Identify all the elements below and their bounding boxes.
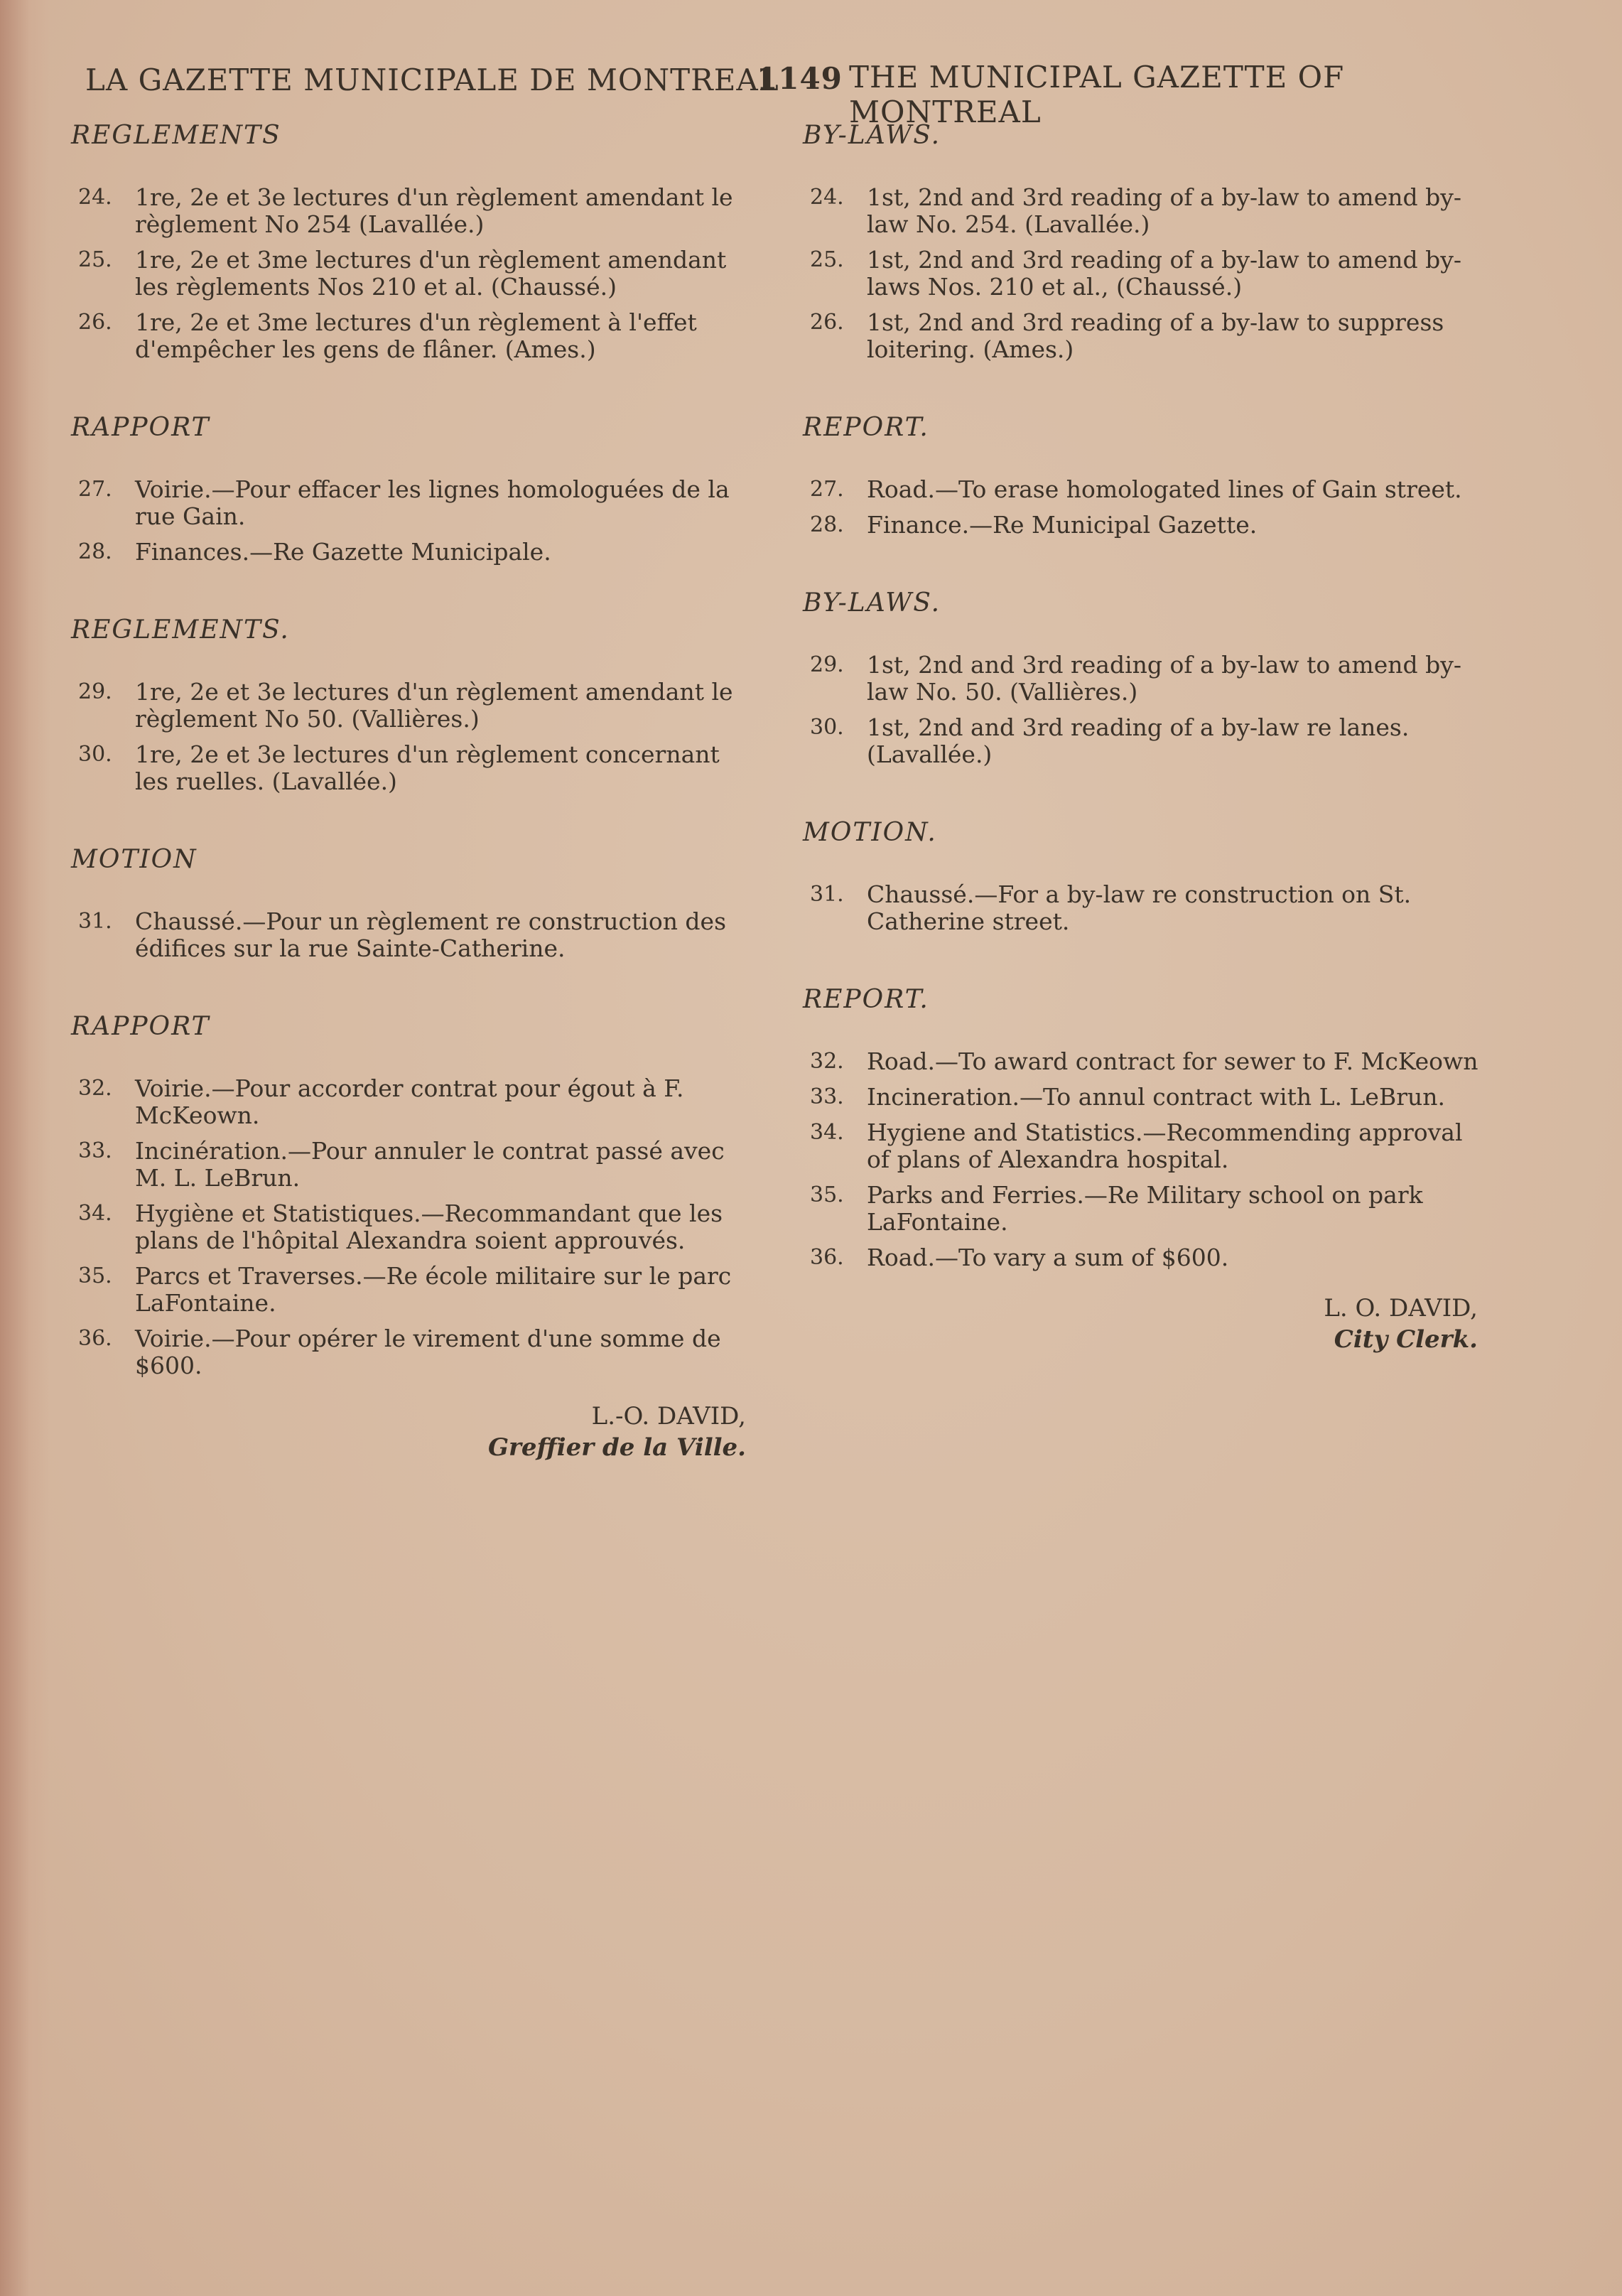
fr-section-heading: REGLEMENTS: [71, 121, 281, 150]
item-text: 1re, 2e et 3me lectures d'un règlement amendant les règlements Nos 210 et al. (Chaussé.): [135, 246, 727, 301]
fr-section-heading: RAPPORT: [71, 413, 210, 442]
item-text: Hygiène et Statistiques.—Recommandant que les plans de l'hôpital Alexandra soient approuvés.: [135, 1200, 723, 1254]
fr-section-heading: REGLEMENTS.: [71, 615, 290, 645]
item-number: 28.: [810, 512, 844, 537]
en-item: [803, 652, 1485, 706]
item-number: 28.: [78, 539, 112, 564]
item-number: 29.: [810, 652, 844, 677]
item-number: 24.: [810, 185, 844, 210]
en-signature: [803, 1293, 1485, 1355]
item-text: 1st, 2nd and 3rd reading of a by-law to amend by-law No. 254. (Lavallée.): [867, 183, 1462, 238]
item-number: 35.: [78, 1263, 112, 1288]
item-text: 1st, 2nd and 3rd reading of a by-law re lanes. (Lavallée.): [867, 713, 1410, 768]
item-number: 29.: [78, 679, 112, 704]
en-section-heading: REPORT.: [803, 413, 929, 442]
item-text: 1re, 2e et 3e lectures d'un règlement amendant le règlement No 50. (Vallières.): [135, 678, 733, 733]
en-item: [803, 184, 1485, 238]
en-item: [803, 1119, 1485, 1173]
item-number: 25.: [78, 247, 112, 272]
item-text: Hygiene and Statistics.—Recommending approval of plans of Alexandra hospital.: [867, 1119, 1463, 1173]
item-text: Parks and Ferries.—Re Military school on park LaFontaine.: [867, 1181, 1423, 1236]
fr-section-2: [71, 413, 753, 566]
french-column: [71, 121, 753, 1513]
item-number: 33.: [810, 1084, 844, 1109]
fr-item: [71, 309, 753, 363]
fr-item: [71, 1263, 753, 1317]
item-text: Finance.—Re Municipal Gazette.: [867, 511, 1258, 539]
fr-item: [71, 908, 753, 962]
item-number: 30.: [78, 742, 112, 767]
en-item: [803, 309, 1485, 363]
item-text: 1st, 2nd and 3rd reading of a by-law to suppress loitering. (Ames.): [867, 308, 1444, 363]
item-number: 26.: [810, 310, 844, 335]
fr-item: [71, 1325, 753, 1379]
item-number: 30.: [810, 715, 844, 740]
item-number: 31.: [78, 909, 112, 934]
item-number: 36.: [78, 1326, 112, 1351]
signature-title: City Clerk.: [1334, 1325, 1478, 1354]
fr-section-1: [71, 121, 753, 363]
fr-section-5: [71, 1012, 753, 1463]
item-number: 27.: [810, 477, 844, 502]
en-section-4: [803, 818, 1485, 935]
page-number: 1149: [757, 61, 843, 96]
fr-item: [71, 1075, 753, 1129]
en-item: [803, 1182, 1485, 1236]
item-text: Voirie.—Pour effacer les lignes homologuées de la rue Gain.: [135, 475, 730, 530]
item-text: Incineration.—To annul contract with L. LeBrun.: [867, 1083, 1445, 1111]
fr-item: [71, 1200, 753, 1254]
item-text: 1re, 2e et 3e lectures d'un règlement concernant les ruelles. (Lavallée.): [135, 740, 720, 795]
fr-signature: [71, 1401, 753, 1463]
item-number: 32.: [810, 1049, 844, 1074]
item-text: Chaussé.—Pour un règlement re construction des édifices sur la rue Sainte-Catherine.: [135, 907, 727, 962]
item-number: 34.: [810, 1120, 844, 1145]
item-text: 1re, 2e et 3me lectures d'un règlement à l'effet d'empêcher les gens de flâner. (Ames.): [135, 308, 697, 363]
fr-section-heading: MOTION: [71, 845, 198, 874]
item-text: 1re, 2e et 3e lectures d'un règlement amendant le règlement No 254 (Lavallée.): [135, 183, 733, 238]
signature-name: L. O. DAVID,: [1324, 1294, 1478, 1322]
en-item: [803, 881, 1485, 935]
item-text: Road.—To erase homologated lines of Gain street.: [867, 475, 1462, 503]
en-item: [803, 1244, 1485, 1271]
en-section-5: [803, 985, 1485, 1355]
fr-item: [71, 184, 753, 238]
item-number: 34.: [78, 1201, 112, 1226]
item-text: 1st, 2nd and 3rd reading of a by-law to amend by-laws Nos. 210 et al., (Chaussé.): [867, 246, 1462, 301]
en-item: [803, 512, 1485, 539]
fr-section-4: [71, 845, 753, 962]
item-number: 27.: [78, 477, 112, 502]
header-english-title: THE MUNICIPAL GAZETTE OF MONTREAL: [849, 60, 1345, 129]
english-column: [803, 121, 1485, 1405]
item-text: Parcs et Traverses.—Re école militaire sur le parc LaFontaine.: [135, 1262, 732, 1317]
en-section-heading: BY-LAWS.: [803, 121, 941, 150]
item-number: 35.: [810, 1182, 844, 1207]
item-number: 24.: [78, 185, 112, 210]
item-number: 25.: [810, 247, 844, 272]
item-text: Road.—To vary a sum of $600.: [867, 1244, 1229, 1271]
en-section-heading: MOTION.: [803, 818, 937, 847]
en-section-1: [803, 121, 1485, 363]
item-number: 31.: [810, 882, 844, 907]
item-text: 1st, 2nd and 3rd reading of a by-law to amend by-law No. 50. (Vallières.): [867, 651, 1462, 706]
en-item: [803, 476, 1485, 503]
page-header: [85, 57, 1506, 129]
item-text: Road.—To award contract for sewer to F. McKeown: [867, 1047, 1478, 1075]
fr-item: [71, 679, 753, 733]
en-section-heading: BY-LAWS.: [803, 588, 941, 618]
item-number: 32.: [78, 1076, 112, 1101]
en-item: [803, 1084, 1485, 1111]
item-text: Voirie.—Pour opérer le virement d'une somme de $600.: [135, 1325, 721, 1379]
item-text: Chaussé.—For a by-law re construction on St. Catherine street.: [867, 880, 1412, 935]
item-text: Incinération.—Pour annuler le contrat passé avec M. L. LeBrun.: [135, 1137, 725, 1192]
en-section-2: [803, 413, 1485, 539]
fr-section-3: [71, 615, 753, 795]
item-text: Voirie.—Pour accorder contrat pour égout à F. McKeown.: [135, 1074, 684, 1129]
fr-item: [71, 476, 753, 530]
item-number: 36.: [810, 1245, 844, 1270]
en-section-heading: REPORT.: [803, 985, 929, 1014]
page-binding-shadow: [0, 0, 50, 2296]
fr-item: [71, 539, 753, 566]
fr-item: [71, 741, 753, 795]
en-item: [803, 1048, 1485, 1075]
en-item: [803, 247, 1485, 301]
item-text: Finances.—Re Gazette Municipale.: [135, 538, 551, 566]
header-french-title: LA GAZETTE MUNICIPALE DE MONTREAL: [85, 63, 779, 97]
fr-item: [71, 1138, 753, 1192]
en-item: [803, 714, 1485, 768]
en-section-3: [803, 588, 1485, 768]
signature-title: Greffier de la Ville.: [487, 1433, 746, 1462]
item-number: 33.: [78, 1138, 112, 1163]
fr-item: [71, 247, 753, 301]
signature-name: L.-O. DAVID,: [591, 1402, 746, 1430]
fr-section-heading: RAPPORT: [71, 1012, 210, 1041]
item-number: 26.: [78, 310, 112, 335]
